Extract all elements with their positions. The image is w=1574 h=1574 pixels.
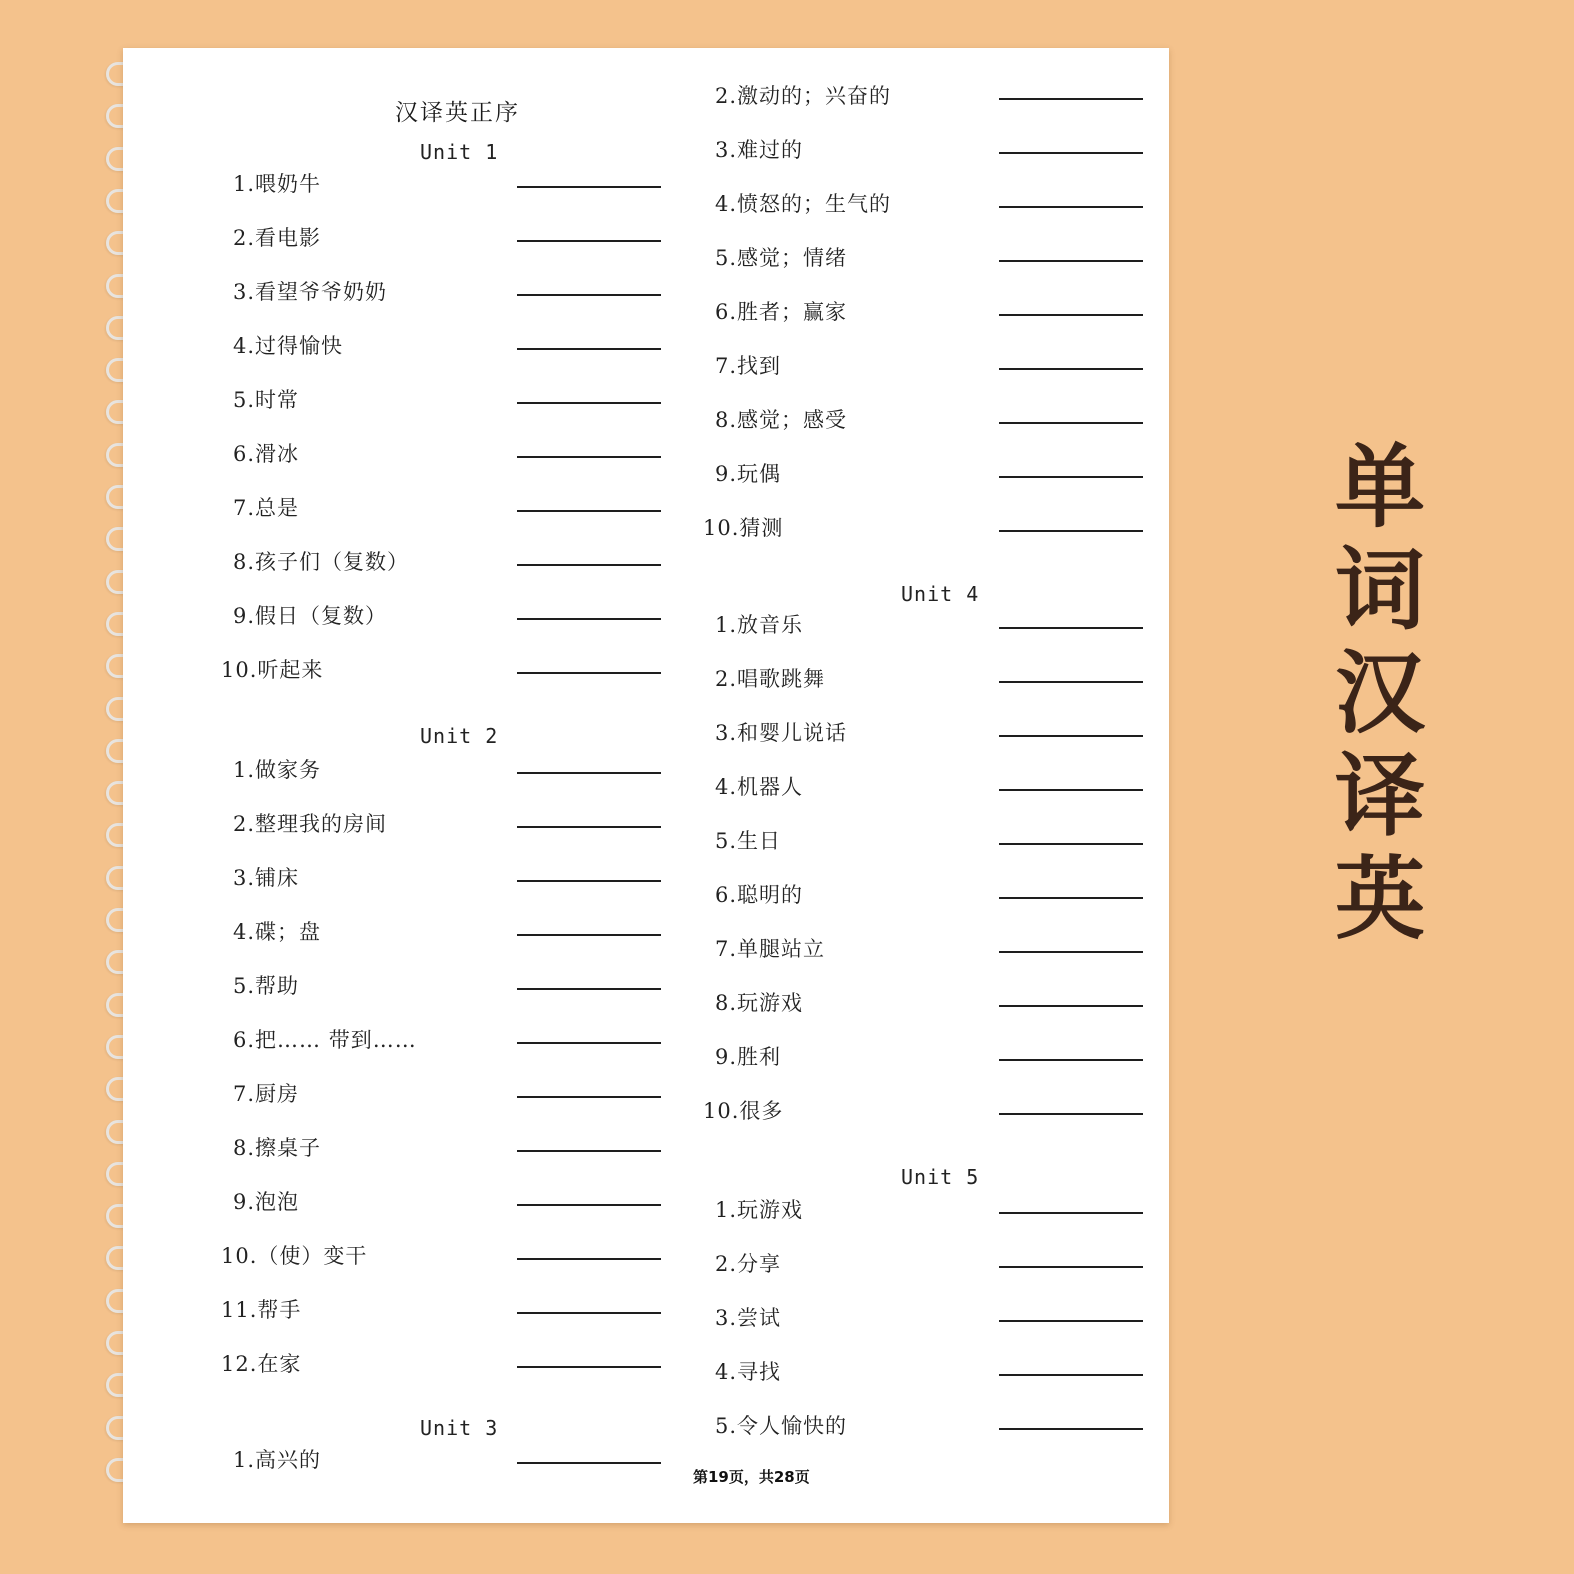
- vocab-item: [123, 1444, 683, 1484]
- vocab-item: [123, 916, 683, 956]
- answer-blank[interactable]: [999, 530, 1143, 532]
- unit-heading: Unit 1: [420, 140, 499, 164]
- vocab-item-label: 6.聪明的: [715, 883, 804, 907]
- answer-blank[interactable]: [999, 789, 1143, 791]
- answer-blank[interactable]: [999, 314, 1143, 316]
- vocab-item: [123, 1348, 683, 1388]
- answer-blank[interactable]: [517, 880, 661, 882]
- vocab-item: [123, 276, 683, 316]
- vocab-item-label: 2.唱歌跳舞: [715, 667, 826, 691]
- answer-blank[interactable]: [999, 951, 1143, 953]
- answer-blank[interactable]: [999, 368, 1143, 370]
- answer-blank[interactable]: [517, 672, 661, 674]
- vocab-item-label: 9.胜利: [715, 1045, 782, 1069]
- vocab-item-label: 1.放音乐: [715, 613, 804, 637]
- vocab-item: [123, 1240, 683, 1280]
- vocab-item-label: 4.机器人: [715, 775, 804, 799]
- unit-heading: Unit 3: [420, 1416, 499, 1440]
- unit-heading: Unit 5: [901, 1165, 980, 1189]
- vocab-item-label: 3.难过的: [715, 138, 804, 162]
- vocab-item: [683, 609, 1169, 649]
- vocab-item-label: 3.尝试: [715, 1306, 782, 1330]
- vocab-item-label: 9.假日（复数）: [233, 604, 388, 628]
- vocab-item-label: 4.愤怒的；生气的: [715, 192, 892, 216]
- vocab-item-label: 5.生日: [715, 829, 782, 853]
- vocab-item-label: 10.猜测: [703, 516, 784, 540]
- vocab-item-label: 9.泡泡: [233, 1190, 300, 1214]
- vocab-item: [683, 1302, 1169, 1342]
- answer-blank[interactable]: [999, 1428, 1143, 1430]
- vocab-item: [123, 438, 683, 478]
- vocab-item: [683, 987, 1169, 1027]
- vocab-item: [123, 1186, 683, 1226]
- vocab-item: [123, 862, 683, 902]
- document-title: 汉译英正序: [395, 100, 520, 126]
- answer-blank[interactable]: [999, 1374, 1143, 1376]
- vocab-item-label: 4.过得愉快: [233, 334, 344, 358]
- vocab-item-label: 3.和婴儿说话: [715, 721, 848, 745]
- vocab-item: [683, 134, 1169, 174]
- answer-blank[interactable]: [517, 294, 661, 296]
- answer-blank[interactable]: [999, 98, 1143, 100]
- vocab-item-label: 5.感觉；情绪: [715, 246, 848, 270]
- answer-blank[interactable]: [999, 843, 1143, 845]
- vocab-item: [123, 168, 683, 208]
- vocab-item-label: 4.寻找: [715, 1360, 782, 1384]
- vocab-item-label: 2.看电影: [233, 226, 322, 250]
- vocab-item: [123, 1132, 683, 1172]
- vocab-item: [123, 754, 683, 794]
- answer-blank[interactable]: [999, 1113, 1143, 1115]
- vocab-item-label: 2.激动的；兴奋的: [715, 84, 892, 108]
- vocab-item: [683, 458, 1169, 498]
- answer-blank[interactable]: [999, 1320, 1143, 1322]
- answer-blank[interactable]: [999, 1059, 1143, 1061]
- vocab-item-label: 1.玩游戏: [715, 1198, 804, 1222]
- vocab-item-label: 6.胜者；赢家: [715, 300, 848, 324]
- answer-blank[interactable]: [517, 1366, 661, 1368]
- vocab-item: [683, 1410, 1169, 1450]
- vocab-item: [123, 970, 683, 1010]
- answer-blank[interactable]: [999, 206, 1143, 208]
- vocab-item: [683, 80, 1169, 120]
- vocab-item: [683, 1095, 1169, 1135]
- vocab-item: [123, 492, 683, 532]
- vocab-item-label: 3.看望爷爷奶奶: [233, 280, 388, 304]
- side-title: [1330, 436, 1430, 951]
- vocab-item-label: 7.找到: [715, 354, 782, 378]
- vocab-item: [123, 1078, 683, 1118]
- answer-blank[interactable]: [517, 1204, 661, 1206]
- answer-blank[interactable]: [517, 618, 661, 620]
- unit-heading: Unit 2: [420, 724, 499, 748]
- vocab-item-label: 11.帮手: [221, 1298, 302, 1322]
- vocab-item-label: 6.滑冰: [233, 442, 300, 466]
- answer-blank[interactable]: [517, 510, 661, 512]
- vocab-item: [123, 384, 683, 424]
- vocab-item-label: 10.（使）变干: [221, 1244, 368, 1268]
- vocab-item: [123, 330, 683, 370]
- vocab-item: [683, 188, 1169, 228]
- vocab-item: [123, 808, 683, 848]
- vocab-item-label: 5.时常: [233, 388, 300, 412]
- vocab-item-label: 7.厨房: [233, 1082, 300, 1106]
- answer-blank[interactable]: [517, 772, 661, 774]
- vocab-item-label: 7.单腿站立: [715, 937, 826, 961]
- vocab-item: [683, 933, 1169, 973]
- vocab-item: [683, 663, 1169, 703]
- vocab-item: [683, 242, 1169, 282]
- vocab-item-label: 8.擦桌子: [233, 1136, 322, 1160]
- unit-heading: Unit 4: [901, 582, 980, 606]
- vocab-item-label: 1.做家务: [233, 758, 322, 782]
- answer-blank[interactable]: [517, 988, 661, 990]
- vocab-item: [683, 1194, 1169, 1234]
- vocab-item: [683, 771, 1169, 811]
- answer-blank[interactable]: [999, 1005, 1143, 1007]
- vocab-item-label: 8.玩游戏: [715, 991, 804, 1015]
- vocab-item: [683, 1356, 1169, 1396]
- page-footer: 第19页，共28页: [693, 1468, 810, 1486]
- vocab-item: [683, 717, 1169, 757]
- answer-blank[interactable]: [517, 240, 661, 242]
- answer-blank[interactable]: [517, 1096, 661, 1098]
- answer-blank[interactable]: [999, 897, 1143, 899]
- answer-blank[interactable]: [517, 1312, 661, 1314]
- side-title-char: 汉: [1335, 640, 1425, 746]
- vocab-item-label: 8.孩子们（复数）: [233, 550, 410, 574]
- vocab-item-label: 7.总是: [233, 496, 300, 520]
- vocab-item: [683, 1041, 1169, 1081]
- answer-blank[interactable]: [517, 402, 661, 404]
- vocab-item-label: 3.铺床: [233, 866, 300, 890]
- answer-blank[interactable]: [517, 186, 661, 188]
- side-title-char: 词: [1335, 537, 1425, 643]
- vocab-item: [683, 512, 1169, 552]
- side-title-char: 译: [1335, 743, 1425, 849]
- answer-blank[interactable]: [517, 934, 661, 936]
- vocab-item: [123, 546, 683, 586]
- answer-blank[interactable]: [999, 476, 1143, 478]
- vocab-item: [683, 1248, 1169, 1288]
- vocab-item-label: 9.玩偶: [715, 462, 782, 486]
- answer-blank[interactable]: [999, 1212, 1143, 1214]
- vocab-item-label: 12.在家: [221, 1352, 302, 1376]
- vocab-item: [683, 879, 1169, 919]
- vocab-item: [683, 296, 1169, 336]
- vocab-item-label: 6.把…… 带到……: [233, 1028, 417, 1052]
- vocab-item-label: 5.令人愉快的: [715, 1414, 848, 1438]
- vocab-item-label: 1.喂奶牛: [233, 172, 322, 196]
- answer-blank[interactable]: [517, 1462, 661, 1464]
- side-title-char: 英: [1335, 846, 1425, 952]
- vocab-item: [123, 600, 683, 640]
- answer-blank[interactable]: [999, 152, 1143, 154]
- answer-blank[interactable]: [999, 735, 1143, 737]
- answer-blank[interactable]: [999, 260, 1143, 262]
- vocab-item: [123, 222, 683, 262]
- answer-blank[interactable]: [517, 564, 661, 566]
- vocab-item: [123, 654, 683, 694]
- vocab-item: [123, 1024, 683, 1064]
- vocab-item-label: 2.分享: [715, 1252, 782, 1276]
- vocab-item-label: 10.很多: [703, 1099, 784, 1123]
- vocab-item: [683, 404, 1169, 444]
- answer-blank[interactable]: [517, 348, 661, 350]
- vocab-item-label: 4.碟；盘: [233, 920, 322, 944]
- answer-blank[interactable]: [999, 1266, 1143, 1268]
- vocab-item-label: 1.高兴的: [233, 1448, 322, 1472]
- answer-blank[interactable]: [999, 681, 1143, 683]
- answer-blank[interactable]: [999, 627, 1143, 629]
- vocab-item-label: 10.听起来: [221, 658, 324, 682]
- answer-blank[interactable]: [517, 1150, 661, 1152]
- answer-blank[interactable]: [517, 1258, 661, 1260]
- vocab-item: [123, 1294, 683, 1334]
- answer-blank[interactable]: [999, 422, 1143, 424]
- vocab-item-label: 2.整理我的房间: [233, 812, 388, 836]
- vocab-item-label: 8.感觉；感受: [715, 408, 848, 432]
- worksheet-page: [123, 48, 1169, 1523]
- vocab-item: [683, 350, 1169, 390]
- vocab-item-label: 5.帮助: [233, 974, 300, 998]
- answer-blank[interactable]: [517, 1042, 661, 1044]
- answer-blank[interactable]: [517, 826, 661, 828]
- answer-blank[interactable]: [517, 456, 661, 458]
- vocab-item: [683, 825, 1169, 865]
- side-title-char: 单: [1335, 434, 1425, 540]
